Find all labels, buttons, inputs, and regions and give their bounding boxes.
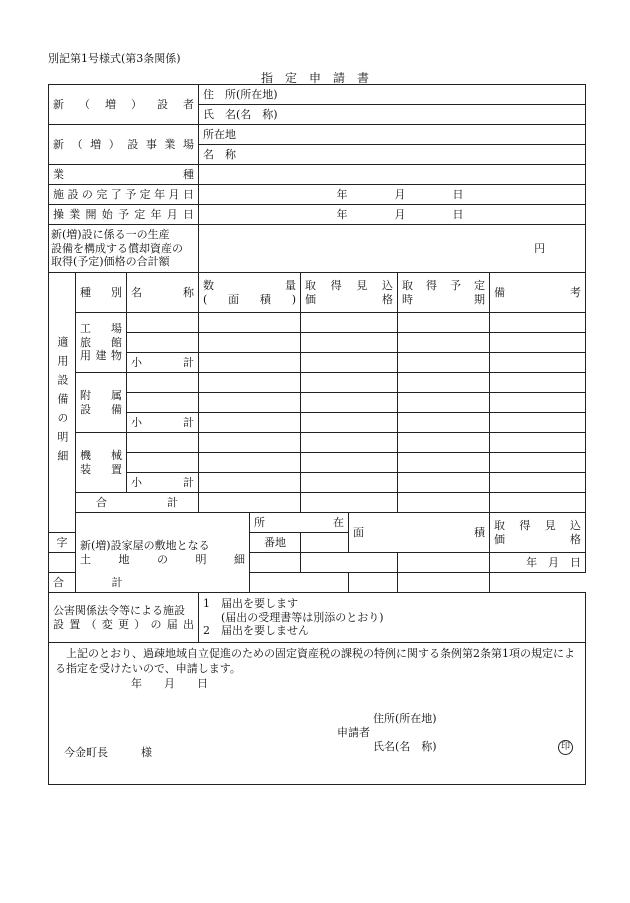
- land-col-price: 取 得 見 込 価 格: [490, 513, 586, 553]
- pollution-notice-options[interactable]: [199, 593, 586, 643]
- equipment-total-label: 合 計: [76, 493, 199, 513]
- yen-unit: 円: [534, 241, 546, 255]
- declaration-statement: 上記のとおり、過疎地域自立促進のための固定資産税の課税の特例に関する条例第2条第1項の規定による指定を受けたいので、申請します。: [55, 647, 575, 675]
- equipment-side-label: 適用設備の明細: [49, 273, 76, 533]
- land-total-label: 合 計: [49, 573, 127, 593]
- subtotal-label: 小 計: [127, 413, 199, 433]
- site-name-label: 名 称: [203, 147, 236, 161]
- land-col-area: 面 積: [349, 513, 490, 553]
- option-required[interactable]: 1 届出を要します: [203, 596, 298, 610]
- pollution-notice-label: 公害関係法令等による施設 設置（変更）の届出: [49, 593, 199, 643]
- col-acquisition-date: 取 得 予 定 時 期: [398, 273, 490, 313]
- site-name-field[interactable]: [199, 145, 586, 165]
- applicant-name-label[interactable]: 氏名(名 称): [373, 739, 437, 753]
- land-col-aza: 字: [49, 533, 76, 553]
- land-col-location: 所 在: [250, 513, 349, 533]
- land-label: 新(増)設家屋の敷地となる 土 地 の 明 細: [76, 513, 250, 593]
- year-label: 年: [336, 207, 348, 221]
- site-location-label: 所在地: [203, 127, 236, 141]
- page-title: 指 定 申 請 書: [260, 71, 369, 85]
- applicant-label: 新（増）設者: [49, 85, 199, 125]
- application-form-table: [48, 84, 586, 785]
- day-label: 日: [452, 187, 464, 201]
- declaration-section: [49, 643, 586, 785]
- operation-start-field[interactable]: [199, 205, 586, 225]
- address-field[interactable]: [199, 85, 586, 105]
- month-label: 月: [394, 187, 406, 201]
- operation-start-label: 操業開始予定年月日: [49, 205, 199, 225]
- name-field[interactable]: [199, 105, 586, 125]
- group-buildings: 工 場 旅 館 用建物: [76, 313, 127, 373]
- col-remarks: 備 考: [490, 273, 586, 313]
- group-machinery: 機 械 装 置: [76, 433, 127, 493]
- col-type: 種 別: [76, 273, 127, 313]
- day-label: 日: [452, 207, 464, 221]
- applicant-label: 申請者: [337, 726, 370, 740]
- site-label: 新（増）設事業場: [49, 125, 199, 165]
- applicant-address-label[interactable]: 住所(所在地): [373, 712, 437, 726]
- site-location-field[interactable]: [199, 125, 586, 145]
- land-col-banchi: 番地: [250, 533, 301, 553]
- completion-date-field[interactable]: [199, 185, 586, 205]
- year-label: 年: [336, 187, 348, 201]
- subtotal-label: 小 計: [127, 473, 199, 493]
- name-label: 氏 名(名 称): [203, 107, 278, 121]
- address-label: 住 所(所在地): [203, 87, 278, 101]
- col-name: 名 称: [127, 273, 199, 313]
- industry-label: 業 種: [49, 165, 199, 185]
- addressee: 今金町長 様: [64, 745, 152, 759]
- subtotal-label: 小 計: [127, 353, 199, 373]
- option-not-required[interactable]: 2 届出を要しません: [203, 624, 309, 638]
- form-reference: 別記第1号様式(第3条関係): [48, 52, 181, 65]
- month-label: 月: [394, 207, 406, 221]
- col-quantity: 数 量 ( 面 積 ): [199, 273, 301, 313]
- group-attached-equipment: 附 属 設 備: [76, 373, 127, 433]
- industry-field[interactable]: [199, 165, 586, 185]
- land-date-field[interactable]: 年 月 日: [490, 553, 586, 573]
- declaration-date[interactable]: 年 月 日: [131, 676, 208, 690]
- total-cost-label: 新(増)設に係る一の生産 設備を構成する償却資産の 取得(予定)価格の合計額: [49, 225, 199, 273]
- option-required-note: (届出の受理書等は別添のとおり): [221, 610, 384, 624]
- completion-date-label: 施設の完了予定年月日: [49, 185, 199, 205]
- total-cost-field[interactable]: [199, 225, 586, 273]
- col-expected-price: 取 得 見 込 価 格: [301, 273, 398, 313]
- seal-icon: 印: [558, 740, 573, 755]
